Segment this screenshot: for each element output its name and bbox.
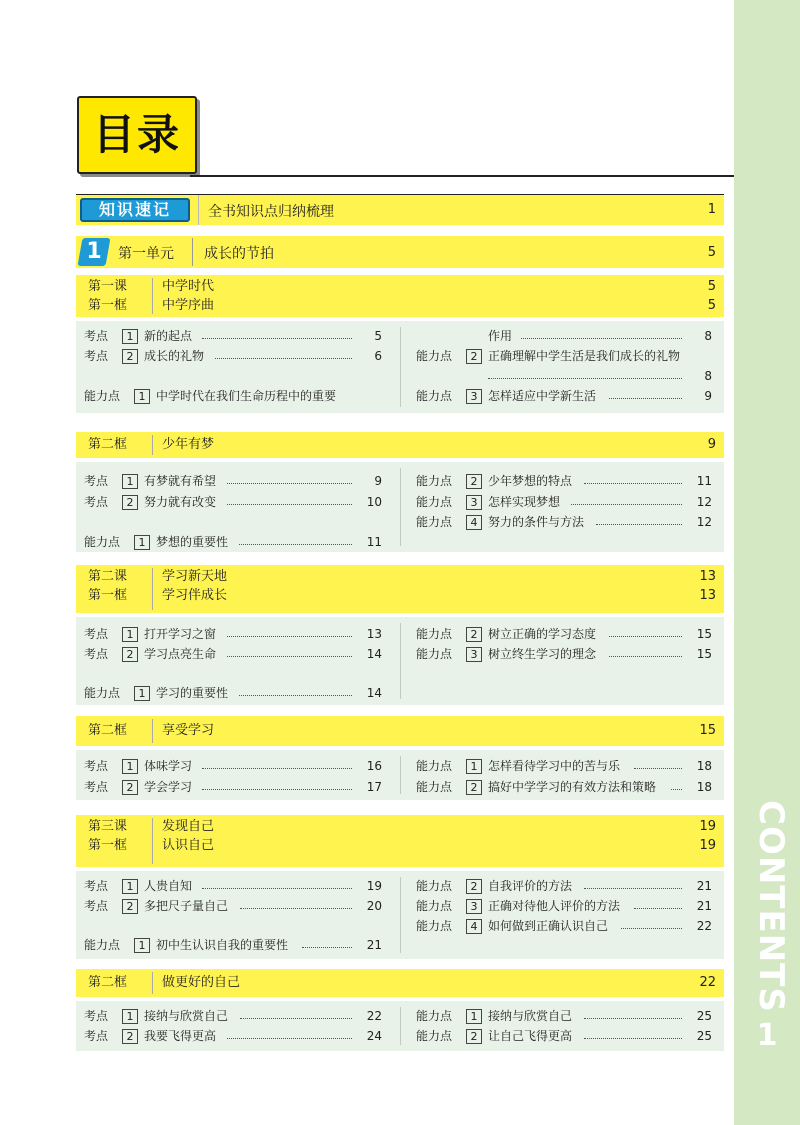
- entry-page: 8: [704, 369, 712, 383]
- entry-title: 树立终生学习的理念: [488, 647, 597, 661]
- dot-leader: [609, 656, 683, 657]
- unit-band: [76, 236, 724, 268]
- lesson-page: 5: [707, 279, 716, 294]
- dot-leader: [302, 947, 353, 948]
- entry-kind: 考点: [84, 329, 109, 343]
- toc-entry[interactable]: [84, 387, 388, 405]
- toc-entry[interactable]: [84, 877, 388, 895]
- entry-kind: 考点: [84, 1029, 109, 1043]
- lesson-row[interactable]: [76, 568, 724, 586]
- entry-number-box: 3: [466, 389, 482, 404]
- entry-kind: 能力点: [84, 535, 121, 549]
- toc-entry[interactable]: [84, 897, 388, 915]
- dot-leader: [227, 483, 352, 484]
- entry-page: 16: [366, 759, 382, 773]
- lesson-page: 13: [699, 588, 716, 603]
- side-page-number: 1: [756, 1018, 778, 1053]
- entry-title: 努力的条件与方法: [488, 515, 585, 529]
- entry-kind: 考点: [84, 780, 109, 794]
- entry-page: 18: [696, 759, 712, 773]
- entry-page: 10: [366, 495, 382, 509]
- entry-number-box: 1: [134, 938, 150, 953]
- band-divider: [152, 278, 153, 314]
- dot-leader: [634, 908, 683, 909]
- lesson-label: 第二框: [88, 975, 128, 990]
- entry-number-box: 1: [122, 879, 138, 894]
- entry-kind: 考点: [84, 474, 109, 488]
- entry-page: 6: [374, 349, 382, 363]
- topic-panel: [76, 617, 724, 705]
- dot-leader: [202, 888, 352, 889]
- dot-leader: [671, 789, 682, 790]
- entry-kind: 能力点: [416, 1029, 453, 1043]
- entry-title: 体味学习: [144, 759, 193, 773]
- column-divider: [400, 756, 401, 794]
- toc-entry[interactable]: [84, 533, 388, 551]
- entry-title: 打开学习之窗: [144, 627, 217, 641]
- dot-leader: [227, 636, 352, 637]
- toc-entry[interactable]: [416, 1007, 718, 1025]
- column-divider: [400, 1007, 401, 1045]
- toc-entry[interactable]: [416, 625, 718, 643]
- entry-page: 11: [696, 474, 712, 488]
- entry-page: 12: [696, 495, 712, 509]
- entry-number-box: 1: [122, 627, 138, 642]
- entry-kind: 考点: [84, 759, 109, 773]
- lesson-title: 中学序曲: [162, 298, 215, 313]
- entry-number-box: 2: [466, 627, 482, 642]
- toc-entry[interactable]: [84, 1007, 388, 1025]
- lesson-title: 做更好的自己: [162, 975, 241, 990]
- entry-title: 多把尺子量自己: [144, 899, 229, 913]
- band-divider: [152, 568, 153, 610]
- entry-title: 怎样看待学习中的苦与乐: [488, 759, 621, 773]
- entry-number-box: 2: [122, 349, 138, 364]
- entry-page: 22: [366, 1009, 382, 1023]
- lesson-row[interactable]: [76, 587, 724, 605]
- toc-entry[interactable]: [84, 327, 388, 345]
- entry-page: 21: [696, 879, 712, 893]
- entry-page: 13: [366, 627, 382, 641]
- dot-leader: [227, 504, 352, 505]
- title-rule: [190, 175, 734, 177]
- entry-page: 8: [704, 329, 712, 343]
- toc-entry[interactable]: [416, 513, 718, 531]
- toc-entry[interactable]: [84, 1027, 388, 1045]
- topic-panel: [76, 321, 724, 413]
- entry-number-box: 1: [122, 329, 138, 344]
- dot-leader: [584, 1018, 683, 1019]
- toc-entry[interactable]: [84, 493, 388, 511]
- entry-page: 25: [696, 1009, 712, 1023]
- entry-number-box: 1: [122, 759, 138, 774]
- lesson-band: [76, 716, 724, 746]
- entry-number-box: 1: [134, 535, 150, 550]
- lesson-page: 13: [699, 569, 716, 584]
- entry-title: 自我评价的方法: [488, 879, 573, 893]
- entry-title: 怎样实现梦想: [488, 495, 561, 509]
- lesson-page: 15: [699, 723, 716, 738]
- entry-number-box: 1: [134, 389, 150, 404]
- lesson-title: 享受学习: [162, 723, 215, 738]
- lesson-page: 19: [699, 819, 716, 834]
- entry-page: 14: [366, 647, 382, 661]
- topic-panel: [76, 1001, 724, 1051]
- lesson-title: 发现自己: [162, 819, 215, 834]
- lesson-page: 5: [707, 298, 716, 313]
- entry-title: 怎样适应中学新生活: [488, 389, 597, 403]
- toc-entry[interactable]: [416, 387, 718, 405]
- entry-number-box: 3: [466, 495, 482, 510]
- entry-title: 搞好中学学习的有效方法和策略: [488, 780, 657, 794]
- entry-kind: 能力点: [416, 879, 453, 893]
- entry-title: 我要飞得更高: [144, 1029, 217, 1043]
- lesson-row[interactable]: [76, 722, 724, 740]
- entry-title: 少年梦想的特点: [488, 474, 573, 488]
- toc-entry[interactable]: [416, 472, 718, 490]
- entry-title: 让自己飞得更高: [488, 1029, 573, 1043]
- entry-page: 15: [696, 627, 712, 641]
- entry-number-box: 2: [122, 899, 138, 914]
- dot-leader: [202, 338, 352, 339]
- side-contents-label: CONTENTS: [751, 800, 791, 1013]
- dot-leader: [240, 1018, 353, 1019]
- band-divider: [152, 818, 153, 864]
- dot-leader: [227, 1038, 352, 1039]
- dot-leader: [584, 1038, 683, 1039]
- dot-leader: [215, 358, 353, 359]
- column-divider: [400, 877, 401, 953]
- lesson-page: 9: [707, 437, 716, 452]
- toc-entry[interactable]: [416, 367, 718, 385]
- entry-kind: 能力点: [416, 495, 453, 509]
- entry-number-box: 2: [122, 1029, 138, 1044]
- entry-kind: 考点: [84, 349, 109, 363]
- band-divider: [152, 972, 153, 994]
- entry-number-box: 1: [466, 759, 482, 774]
- unit-title: 成长的节拍: [204, 246, 274, 262]
- entry-number-box: 3: [466, 647, 482, 662]
- entry-page: 17: [366, 780, 382, 794]
- entry-title: 新的起点: [144, 329, 193, 343]
- entry-page: 21: [366, 938, 382, 952]
- entry-page: 14: [366, 686, 382, 700]
- entry-title: 学习点亮生命: [144, 647, 217, 661]
- entry-number-box: 1: [134, 686, 150, 701]
- entry-kind: 考点: [84, 899, 109, 913]
- entry-page: 5: [374, 329, 382, 343]
- entry-kind: 能力点: [84, 938, 121, 952]
- entry-kind: 能力点: [416, 1009, 453, 1023]
- entry-number-box: 2: [122, 780, 138, 795]
- lesson-row[interactable]: [76, 818, 724, 836]
- dot-leader: [521, 338, 682, 339]
- summary-page: 1: [707, 202, 716, 217]
- lesson-band: [76, 275, 724, 317]
- entry-kind: 考点: [84, 495, 109, 509]
- entry-title: 接纳与欣赏自己: [144, 1009, 229, 1023]
- entry-kind: 考点: [84, 647, 109, 661]
- lesson-row[interactable]: [76, 436, 724, 454]
- entry-kind: 能力点: [84, 389, 121, 403]
- toc-entry[interactable]: [416, 757, 718, 775]
- entry-number-box: 3: [466, 899, 482, 914]
- entry-kind: 能力点: [416, 899, 453, 913]
- dot-leader: [202, 768, 352, 769]
- entry-title: 作用: [488, 329, 513, 343]
- dot-leader: [571, 504, 682, 505]
- entry-title: 努力就有改变: [144, 495, 217, 509]
- column-divider: [400, 327, 401, 407]
- entry-page: 9: [704, 389, 712, 403]
- summary-badge: [80, 198, 190, 222]
- dot-leader: [239, 695, 352, 696]
- topic-panel: [76, 871, 724, 959]
- entry-title: 人贵自知: [144, 879, 193, 893]
- dot-leader: [239, 544, 352, 545]
- entry-title: 树立正确的学习态度: [488, 627, 597, 641]
- entry-title: 学习的重要性: [156, 686, 229, 700]
- summary-label: 全书知识点归纳梳理: [208, 204, 334, 220]
- entry-kind: 能力点: [416, 780, 453, 794]
- entry-kind: 能力点: [416, 515, 453, 529]
- toc-entry[interactable]: [84, 645, 388, 663]
- entry-kind: 考点: [84, 879, 109, 893]
- topic-panel: [76, 750, 724, 800]
- entry-title: 梦想的重要性: [156, 535, 229, 549]
- entry-page: 9: [374, 474, 382, 488]
- entry-kind: 能力点: [416, 389, 453, 403]
- lesson-label: 第三课: [88, 819, 128, 834]
- entry-title: 学会学习: [144, 780, 193, 794]
- lesson-label: 第二课: [88, 569, 128, 584]
- entry-number-box: 4: [466, 515, 482, 530]
- lesson-row[interactable]: [76, 278, 724, 296]
- dot-leader: [621, 928, 682, 929]
- lesson-page: 19: [699, 838, 716, 853]
- lesson-title: 少年有梦: [162, 437, 215, 452]
- unit-divider: [192, 238, 193, 266]
- entry-title: 有梦就有希望: [144, 474, 217, 488]
- dot-leader: [488, 378, 682, 379]
- entry-title: 如何做到正确认识自己: [488, 919, 609, 933]
- entry-number-box: 1: [466, 1009, 482, 1024]
- entry-title: 成长的礼物: [144, 349, 205, 363]
- entry-title: 接纳与欣赏自己: [488, 1009, 573, 1023]
- entry-kind: 能力点: [416, 759, 453, 773]
- toc-entry[interactable]: [416, 917, 718, 935]
- lesson-label: 第一框: [88, 838, 128, 853]
- lesson-page: 22: [699, 975, 716, 990]
- entry-number-box: 2: [466, 1029, 482, 1044]
- entry-number-box: 2: [122, 495, 138, 510]
- entry-page: 25: [696, 1029, 712, 1043]
- entry-page: 11: [366, 535, 382, 549]
- lesson-label: 第二框: [88, 437, 128, 452]
- toc-entry[interactable]: [416, 897, 718, 915]
- entry-number-box: 2: [466, 780, 482, 795]
- entry-kind: 考点: [84, 1009, 109, 1023]
- dot-leader: [609, 636, 683, 637]
- lesson-band: [76, 565, 724, 613]
- toc-entry[interactable]: [416, 493, 718, 511]
- toc-entry[interactable]: [416, 1027, 718, 1045]
- column-divider: [400, 468, 401, 546]
- entry-kind: 能力点: [416, 647, 453, 661]
- entry-page: 18: [696, 780, 712, 794]
- entry-page: 20: [366, 899, 382, 913]
- lesson-band: [76, 815, 724, 867]
- column-divider: [400, 623, 401, 699]
- toc-entry[interactable]: [416, 778, 718, 796]
- entry-page: 12: [696, 515, 712, 529]
- entry-title: 正确对待他人评价的方法: [488, 899, 621, 913]
- lesson-band: [76, 432, 724, 458]
- page-title: 目录: [92, 110, 181, 159]
- dot-leader: [584, 888, 683, 889]
- lesson-band: [76, 969, 724, 997]
- dot-leader: [240, 908, 353, 909]
- toc-entry[interactable]: [84, 472, 388, 490]
- entry-kind: 能力点: [84, 686, 121, 700]
- toc-entry[interactable]: [84, 936, 388, 954]
- entry-number-box: 2: [122, 647, 138, 662]
- band-divider: [152, 719, 153, 743]
- entry-title: 正确理解中学生活是我们成长的礼物: [488, 349, 681, 363]
- entry-kind: 能力点: [416, 919, 453, 933]
- toc-entry[interactable]: [416, 347, 718, 365]
- entry-number-box: 1: [122, 474, 138, 489]
- entry-title: 中学时代在我们生命历程中的重要: [156, 389, 337, 403]
- unit-number-badge: [78, 238, 111, 266]
- toc-entry[interactable]: [84, 757, 388, 775]
- unit-page: 5: [707, 245, 716, 260]
- toc-entry[interactable]: [84, 625, 388, 643]
- toc-entry[interactable]: [84, 778, 388, 796]
- entry-page: 24: [366, 1029, 382, 1043]
- entry-kind: 能力点: [416, 474, 453, 488]
- entry-kind: 能力点: [416, 349, 453, 363]
- topic-panel: [76, 462, 724, 552]
- lesson-row[interactable]: [76, 297, 724, 315]
- entry-page: 21: [696, 899, 712, 913]
- dot-leader: [202, 789, 352, 790]
- entry-kind: 能力点: [416, 627, 453, 641]
- dot-leader: [584, 483, 683, 484]
- band-divider: [152, 435, 153, 455]
- lesson-label: 第一框: [88, 588, 128, 603]
- entry-title: 初中生认识自我的重要性: [156, 938, 289, 952]
- lesson-label: 第一课: [88, 279, 128, 294]
- entry-number-box: 2: [466, 349, 482, 364]
- title-box: [77, 96, 197, 174]
- entry-page: 19: [366, 879, 382, 893]
- entry-page: 22: [696, 919, 712, 933]
- lesson-label: 第一框: [88, 298, 128, 313]
- dot-leader: [596, 524, 682, 525]
- dot-leader: [609, 398, 683, 399]
- summary-divider: [198, 195, 199, 225]
- summary-band: [76, 194, 724, 225]
- toc-entry[interactable]: [416, 877, 718, 895]
- entry-number-box: 2: [466, 879, 482, 894]
- toc-entry[interactable]: [416, 645, 718, 663]
- lesson-title: 认识自己: [162, 838, 215, 853]
- entry-page: 15: [696, 647, 712, 661]
- dot-leader: [634, 768, 683, 769]
- entry-kind: 考点: [84, 627, 109, 641]
- unit-number: 1: [86, 239, 102, 264]
- entry-number-box: 4: [466, 919, 482, 934]
- entry-number-box: 2: [466, 474, 482, 489]
- lesson-row[interactable]: [76, 974, 724, 992]
- toc-entry[interactable]: [416, 327, 718, 345]
- lesson-label: 第二框: [88, 723, 128, 738]
- entry-number-box: 1: [122, 1009, 138, 1024]
- lesson-title: 学习伴成长: [162, 588, 228, 603]
- lesson-row[interactable]: [76, 837, 724, 855]
- toc-entry[interactable]: [84, 347, 388, 365]
- summary-badge-text: 知识速记: [98, 200, 171, 219]
- dot-leader: [227, 656, 352, 657]
- lesson-title: 学习新天地: [162, 569, 228, 584]
- lesson-title: 中学时代: [162, 279, 215, 294]
- toc-entry[interactable]: [84, 684, 388, 702]
- unit-label: 第一单元: [118, 246, 174, 262]
